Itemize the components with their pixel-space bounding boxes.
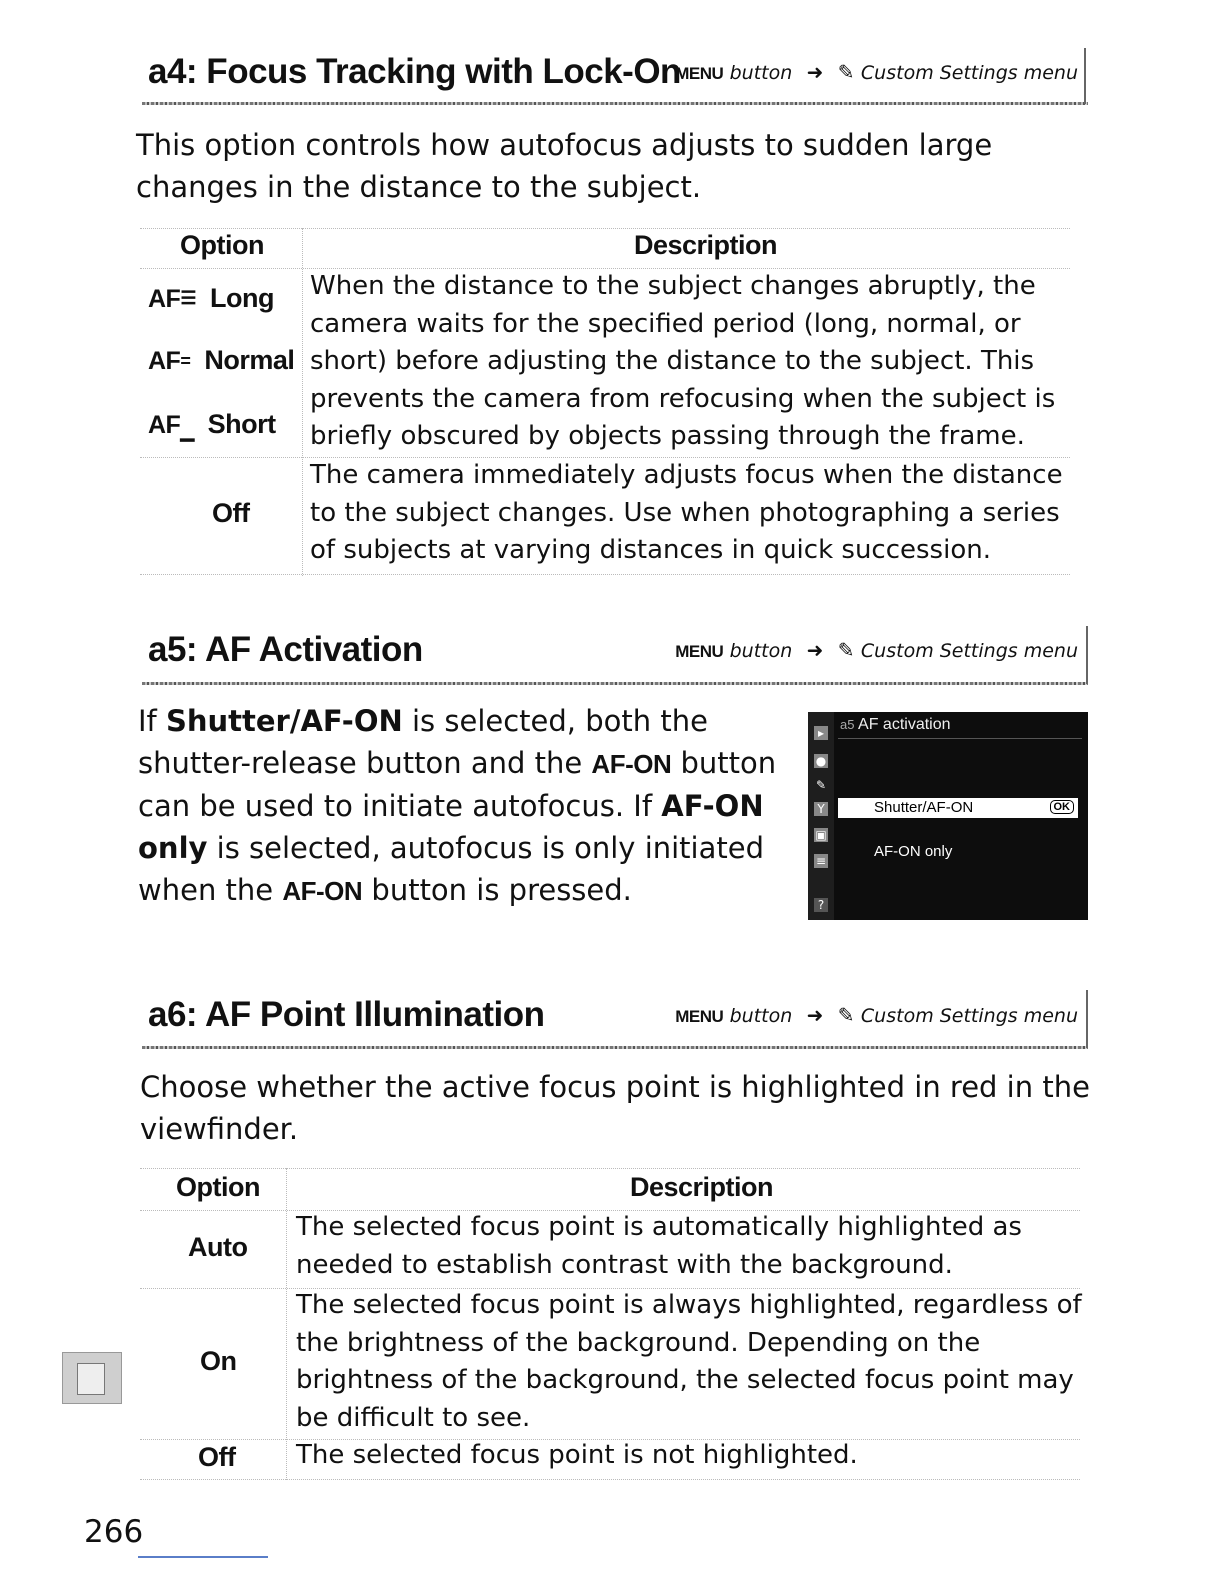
menu-tab-strip bbox=[808, 712, 834, 920]
column-header-description: Description bbox=[634, 230, 778, 260]
description-off: The selected focus point is not highlighted. bbox=[296, 1440, 858, 1470]
shooting-tab-icon: ● bbox=[815, 754, 827, 768]
pencil-icon: ✎ bbox=[837, 60, 855, 84]
button-word: button bbox=[729, 62, 793, 84]
section-title: a4: Focus Tracking with Lock-On bbox=[148, 52, 681, 91]
option-short: AF▁ Short bbox=[148, 409, 276, 441]
menu-button-label: MENU bbox=[675, 1007, 724, 1026]
arrow-icon: ➜ bbox=[806, 60, 824, 84]
arrow-icon: ➜ bbox=[806, 1003, 824, 1027]
option-off: Off bbox=[212, 498, 250, 528]
table-line bbox=[140, 1479, 1080, 1480]
table-line bbox=[140, 1168, 1080, 1169]
divider bbox=[142, 102, 1088, 105]
my-menu-tab-icon: ≡ bbox=[815, 854, 827, 868]
option-off: Off bbox=[198, 1442, 236, 1472]
divider bbox=[1086, 626, 1088, 684]
option-on: On bbox=[200, 1346, 237, 1376]
section-title: a5: AF Activation bbox=[148, 630, 423, 669]
pencil-icon: ✎ bbox=[837, 1003, 855, 1027]
pencil-icon: ✎ bbox=[815, 778, 827, 792]
menu-name: Custom Settings menu bbox=[860, 640, 1078, 662]
option-normal: AF= Normal bbox=[148, 345, 295, 375]
column-header-option: Option bbox=[180, 230, 264, 260]
menu-guide-tab-icon bbox=[62, 1352, 122, 1404]
setup-tab-icon: Y bbox=[814, 802, 828, 816]
column-divider bbox=[302, 228, 303, 576]
column-header-description: Description bbox=[630, 1172, 774, 1202]
menu-button-label: MENU bbox=[675, 64, 724, 83]
intro-text: Choose whether the active focus point is highlighted in red in the viewfinder. bbox=[140, 1070, 1090, 1146]
button-word: button bbox=[729, 640, 793, 662]
button-word: button bbox=[729, 1005, 793, 1027]
menu-name: Custom Settings menu bbox=[860, 62, 1078, 84]
table-line bbox=[140, 574, 1070, 575]
help-icon: ? bbox=[814, 898, 828, 912]
menu-option-af-on-only: AF-ON only bbox=[874, 843, 953, 860]
table-line bbox=[140, 228, 1070, 229]
playback-tab-icon: ▸ bbox=[814, 726, 828, 740]
divider bbox=[838, 738, 1082, 739]
ok-icon: OK bbox=[1050, 800, 1075, 814]
description-auto: The selected focus point is automatically highlighted as needed to establish contrast with the background. bbox=[296, 1212, 1022, 1280]
menu-name: Custom Settings menu bbox=[860, 1005, 1078, 1027]
retouch-tab-icon: ▣ bbox=[815, 828, 827, 842]
menu-path bbox=[675, 60, 1078, 84]
page-number-underline bbox=[138, 1556, 268, 1558]
arrow-icon: ➜ bbox=[806, 638, 824, 662]
menu-path bbox=[675, 1003, 1078, 1027]
section-title: a6: AF Point Illumination bbox=[148, 995, 545, 1034]
option-auto: Auto bbox=[188, 1232, 248, 1262]
description-lock-on: When the distance to the subject changes abruptly, the camera waits for the specified period (long, normal, or short) before adjusting the distance to the subject. This prevents the camera from refocusing when the subject is briefly obscured by objects passing through the frame. bbox=[310, 271, 1056, 451]
divider bbox=[1086, 990, 1088, 1048]
section-header-a5 bbox=[148, 630, 1088, 670]
af-long-icon: AF bbox=[148, 285, 181, 313]
menu-path bbox=[675, 638, 1078, 662]
intro-text: This option controls how autofocus adjusts to sudden large changes in the distance to the subject. bbox=[136, 128, 993, 204]
divider bbox=[1084, 48, 1086, 104]
column-divider bbox=[286, 1168, 287, 1480]
column-header-option: Option bbox=[176, 1172, 260, 1202]
option-long: AF☰ Long bbox=[148, 283, 274, 313]
section-header-a4 bbox=[148, 52, 1088, 92]
description-off: The camera immediately adjusts focus when the distance to the subject changes. Use when photographing a series of subjects at varying distances in quick succession. bbox=[310, 460, 1063, 565]
page-number: 266 bbox=[84, 1514, 144, 1550]
camera-menu-screenshot bbox=[808, 712, 1088, 920]
af-normal-icon: AF bbox=[148, 347, 181, 375]
pencil-icon: ✎ bbox=[837, 638, 855, 662]
menu-option-shutter-af-on: Shutter/AF-ON OK bbox=[838, 798, 1078, 818]
af-short-icon: AF bbox=[148, 411, 181, 439]
section-header-a6 bbox=[148, 995, 1088, 1035]
description-on: The selected focus point is always highlighted, regardless of the brightness of the background. Depending on the brightness of the background, the selected focus point may be difficult to see. bbox=[296, 1290, 1082, 1433]
af-activation-text: If Shutter/AF-ON is selected, both the shutter-release button and the AF-ON button can be used to initiate autofocus. If AF-ON only is selected, autofocus is only initiated when the AF-ON button is pressed. bbox=[138, 704, 777, 907]
screen-title: a5 AF activation bbox=[840, 716, 951, 733]
divider bbox=[142, 682, 1088, 685]
divider bbox=[142, 1046, 1088, 1049]
menu-button-label: MENU bbox=[675, 642, 724, 661]
